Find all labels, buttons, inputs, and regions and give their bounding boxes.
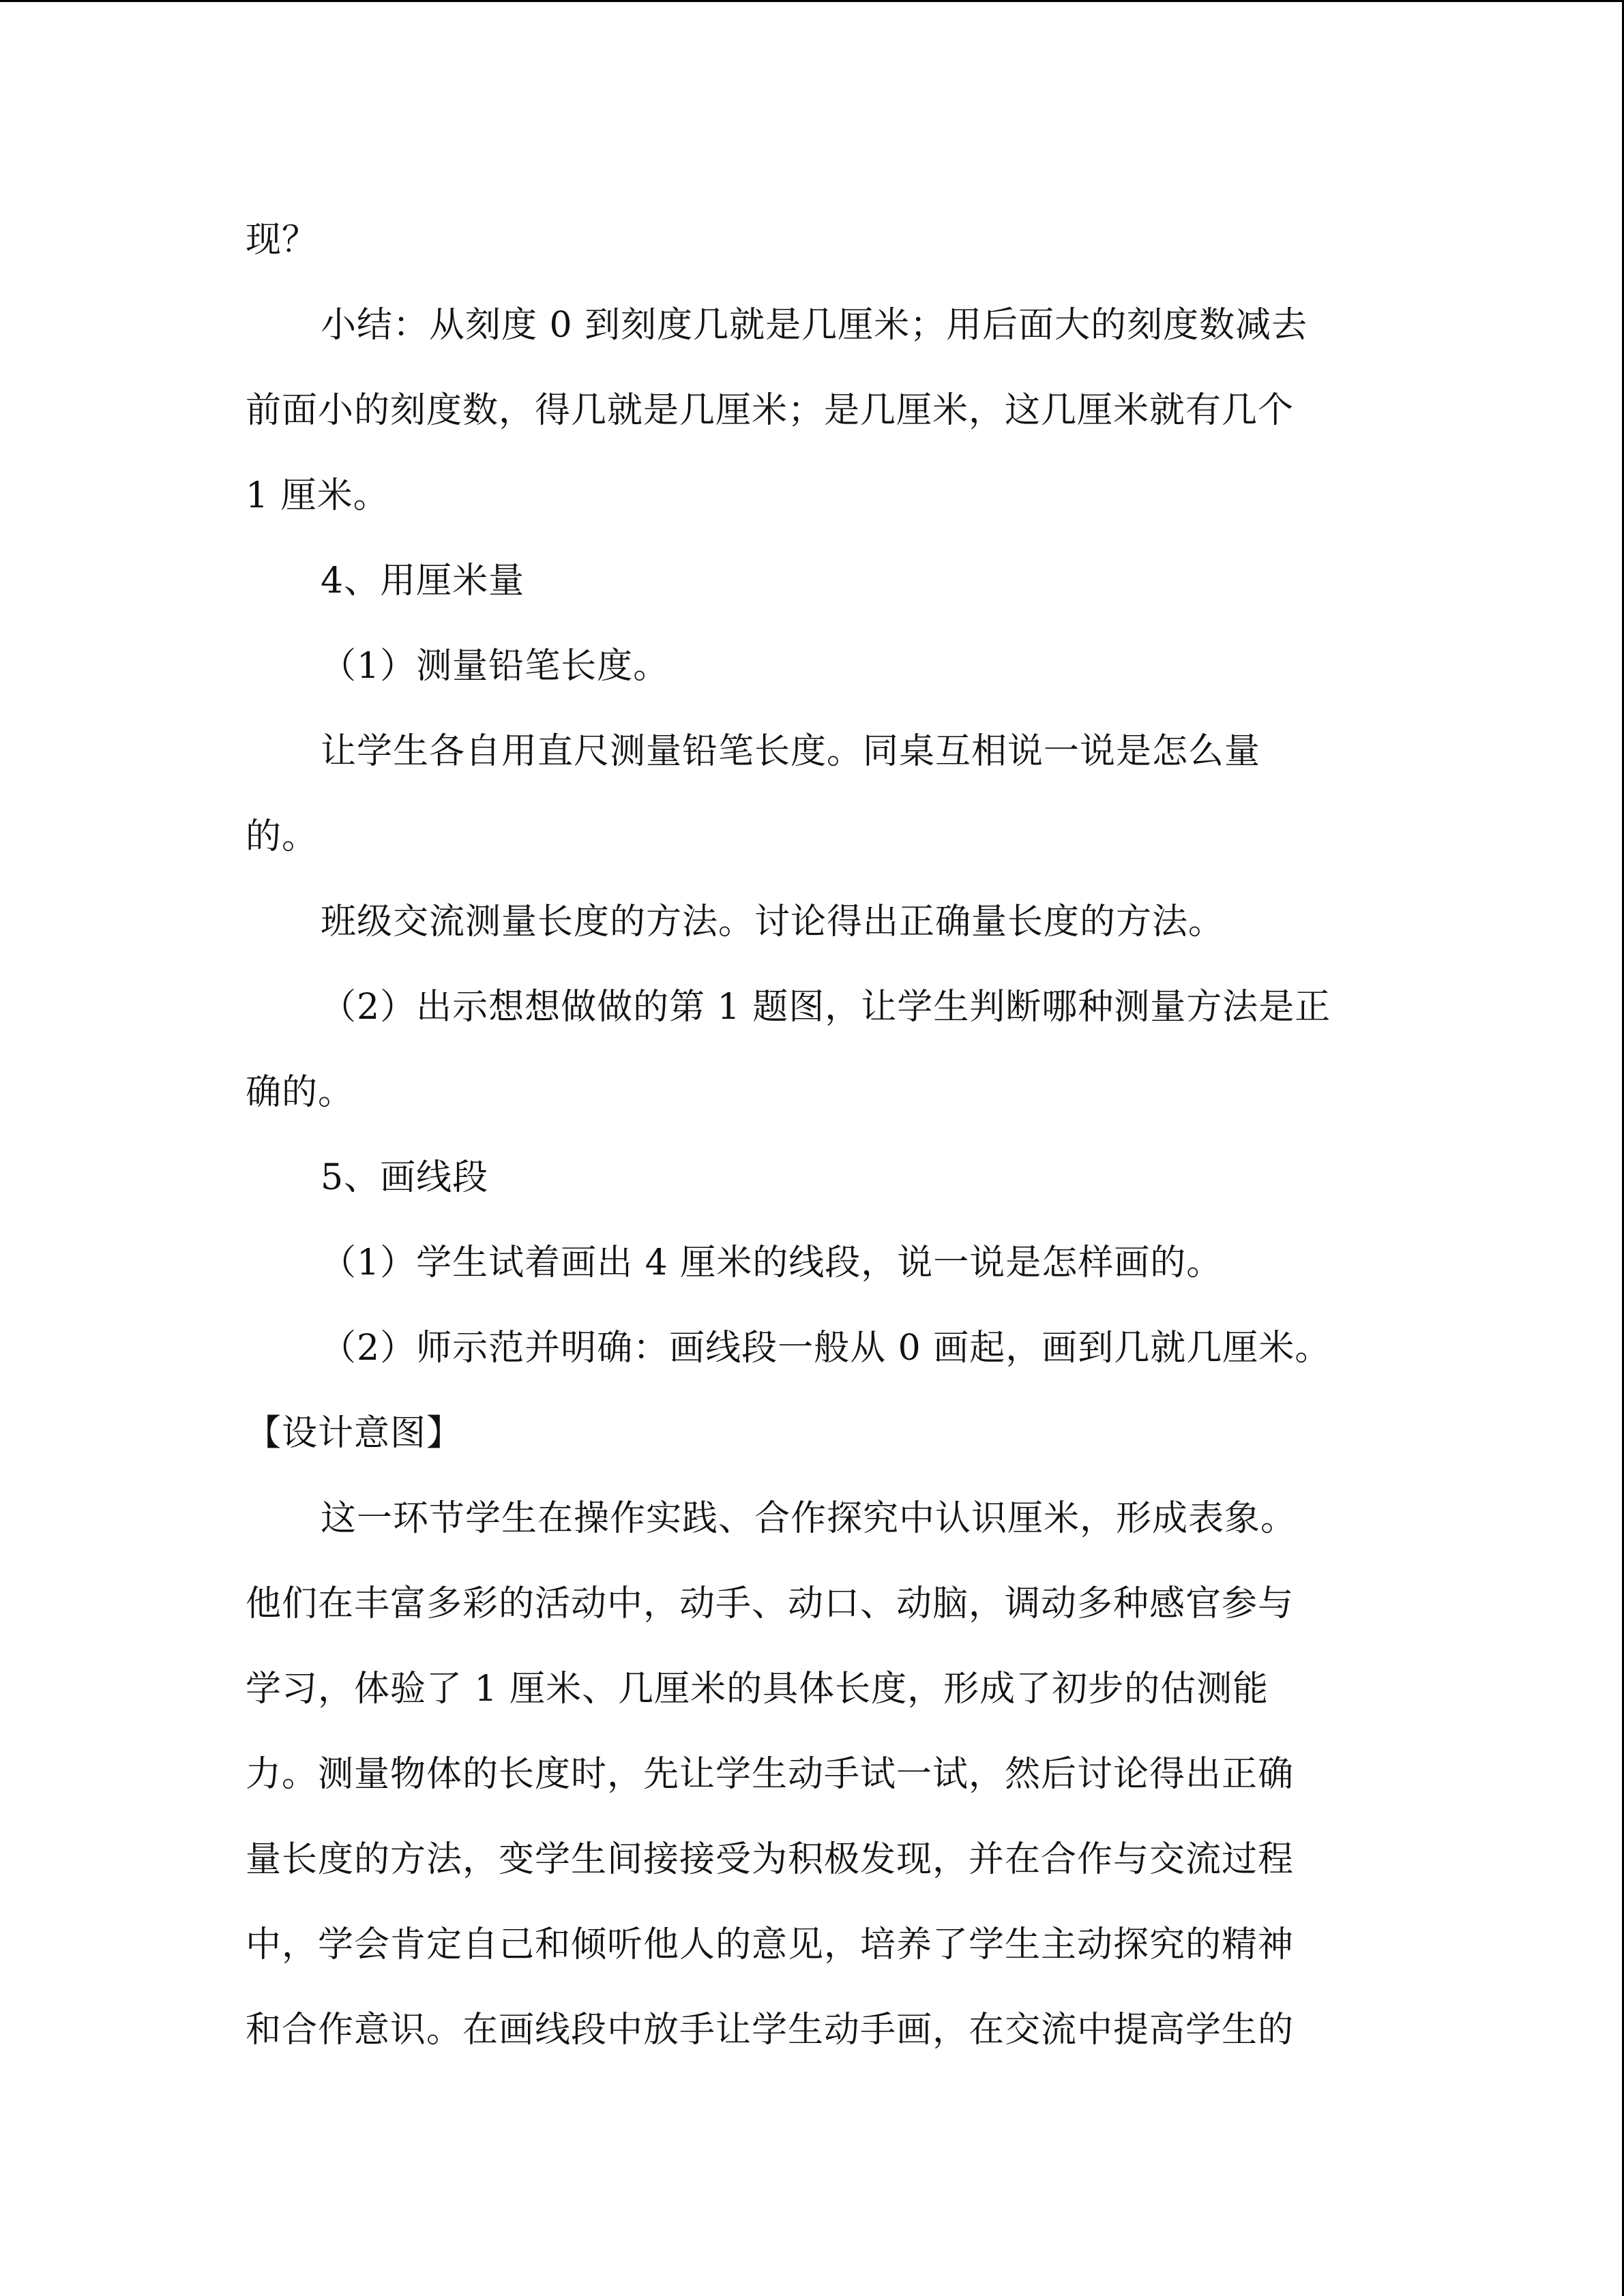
text-line: 的。: [246, 816, 319, 857]
text-line: 班级交流测量长度的方法。讨论得出正确量长度的方法。: [321, 901, 1225, 942]
design-intent-paragraph-line: 学习，体验了 1 厘米、几厘米的具体长度，形成了初步的估测能: [246, 1669, 1269, 1710]
subsection-heading: （1）测量铅笔长度。: [321, 646, 670, 687]
summary-paragraph-line: 1 厘米。: [246, 475, 389, 516]
subsection-heading: （2）出示想想做做的第 1 题图，让学生判断哪种测量方法是正: [321, 987, 1331, 1028]
design-intent-paragraph-line: 量长度的方法，变学生间接接受为积极发现，并在合作与交流过程: [246, 1839, 1295, 1880]
design-intent-paragraph-line: 和合作意识。在画线段中放手让学生动手画，在交流中提高学生的: [246, 2010, 1295, 2051]
text-line: 让学生各自用直尺测量铅笔长度。同桌互相说一说是怎么量: [321, 731, 1261, 772]
design-intent-paragraph-line: 力。测量物体的长度时，先让学生动手试一试，然后讨论得出正确: [246, 1754, 1295, 1795]
summary-paragraph-line: 前面小的刻度数，得几就是几厘米；是几厘米，这几厘米就有几个: [246, 390, 1295, 431]
subsection-heading: （2）师示范并明确：画线段一般从 0 画起，画到几就几厘米。: [321, 1328, 1331, 1369]
summary-paragraph-line: 小结：从刻度 0 到刻度几就是几厘米；用后面大的刻度数减去: [321, 305, 1308, 346]
design-intent-paragraph-line: 他们在丰富多彩的活动中，动手、动口、动脑，调动多种感官参与: [246, 1583, 1295, 1624]
subsection-heading: （1）学生试着画出 4 厘米的线段，说一说是怎样画的。: [321, 1242, 1223, 1283]
design-intent-paragraph-line: 中，学会肯定自己和倾听他人的意见，培养了学生主动探究的精神: [246, 1924, 1295, 1965]
text-line: 确的。: [246, 1072, 355, 1113]
section-heading: 5、画线段: [321, 1157, 489, 1198]
design-intent-heading: 【设计意图】: [246, 1413, 463, 1454]
text-line: 现？: [246, 220, 319, 260]
design-intent-paragraph-line: 这一环节学生在操作实践、合作探究中认识厘米，形成表象。: [321, 1498, 1297, 1539]
section-heading: 4、用厘米量: [321, 561, 525, 601]
